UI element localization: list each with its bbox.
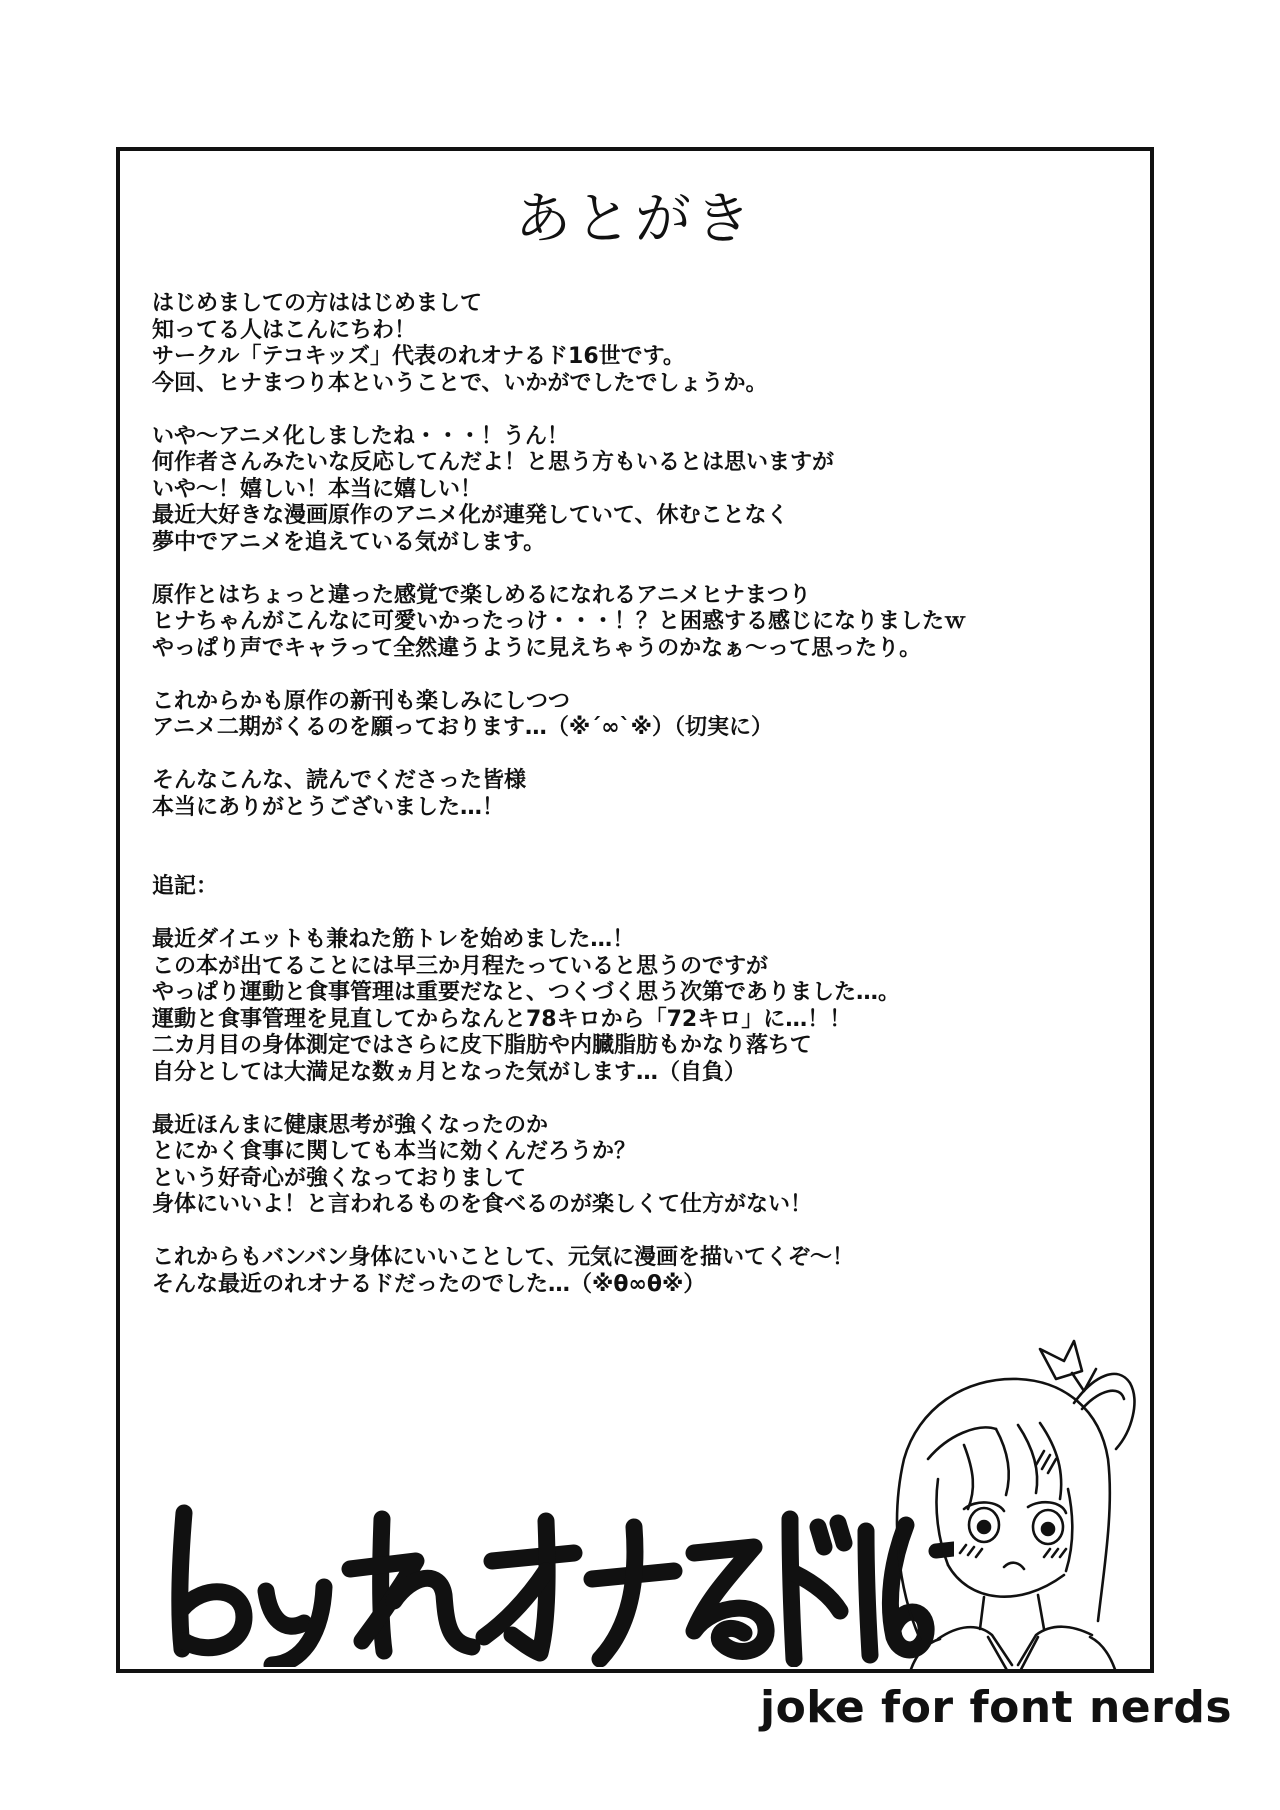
- text-line: これからかも原作の新刊も楽しみにしつつ: [152, 688, 571, 714]
- text-line: 最近ダイエットも兼ねた筋トレを始めました…！: [152, 927, 635, 952]
- text-line: 本当にありがとうございました…！: [152, 794, 505, 820]
- text-line: 最近大好きな漫画原作のアニメ化が連発していて、休むことなく: [152, 503, 789, 528]
- text-line: いや～！嬉しい！本当に嬉しい！: [152, 476, 483, 502]
- text-line: 何作者さんみたいな反応してんだよ！と思う方もいるとは思いますが: [152, 450, 835, 475]
- text-line: いや～アニメ化しましたね・・・！うん！: [152, 423, 569, 449]
- paragraph-thanks: [152, 768, 1132, 821]
- paragraph-diet: [152, 927, 1132, 1086]
- text-line: アニメ二期がくるのを願っております…（※´∞`※）（切実に）: [152, 715, 774, 740]
- text-line: はじめましての方ははじめまして: [152, 291, 483, 316]
- paragraph-greeting: [152, 291, 1132, 397]
- caption-text: joke for font nerds: [760, 1682, 1233, 1733]
- paragraph-anime-news: [152, 424, 1132, 557]
- afterword-title: あとがき: [515, 187, 755, 252]
- paragraph-closing: [152, 1245, 1132, 1298]
- text-line: やっぱり運動と食事管理は重要だなと、つくづく思う次第でありました…。: [152, 980, 901, 1005]
- text-line: 今回、ヒナまつり本ということで、いかがでしたでしょうか。: [152, 370, 768, 396]
- text-line: 原作とはちょっと違った感覚で楽しめるになれるアニメヒナまつり: [152, 582, 811, 608]
- text-line: とにかく食事に関しても本当に効くんだろうか？: [152, 1139, 637, 1164]
- paragraph-hopes: [152, 689, 1132, 742]
- text-line: ヒナちゃんがこんなに可愛いかったっけ・・・！？と困惑する感じになりましたｗ: [152, 609, 967, 634]
- character-illustration: [868, 1339, 1154, 1673]
- text-line: これからもバンバン身体にいいことして、元気に漫画を描いてくぞ～！: [152, 1245, 855, 1270]
- text-line: 二カ月目の身体測定ではさらに皮下脂肪や内臓脂肪もかなり落ちて: [152, 1033, 812, 1058]
- text-line: 最近ほんまに健康思考が強くなったのか: [152, 1112, 549, 1138]
- text-line: 夢中でアニメを追えている気がします。: [152, 529, 546, 555]
- afterword-body: [152, 291, 1132, 1325]
- text-line: 身体にいいよ！と言われるものを食べるのが楽しくて仕方がない！: [152, 1192, 813, 1217]
- paragraph-impressions: [152, 583, 1132, 663]
- paragraph-health: [152, 1113, 1132, 1219]
- text-line: 運動と食事管理を見直してからなんと78キロから「72キロ」に…！！: [152, 1006, 852, 1032]
- text-line: そんなこんな、読んでくださった皆様: [152, 768, 527, 793]
- text-line: 知ってる人はこんにちわ！: [152, 317, 417, 343]
- text-line: この本が出てることには早三か月程たっていると思うのですが: [152, 953, 769, 979]
- text-line: サークル「テコキッズ」代表のれオナるド16世です。: [152, 344, 685, 369]
- afterword-frame: [116, 147, 1154, 1673]
- text-line: 自分としては大満足な数ヵ月となった気がします…（自負）: [152, 1059, 747, 1085]
- text-line: 追記：: [152, 874, 219, 899]
- postscript-heading: [152, 874, 1132, 901]
- handwritten-signature: [154, 1491, 954, 1667]
- text-line: そんな最近のれオナるドだったのでした…（※θ∞θ※）: [152, 1271, 706, 1297]
- text-line: という好奇心が強くなっておりまして: [152, 1165, 527, 1191]
- text-line: やっぱり声でキャラって全然違うように見えちゃうのかなぁ～って思ったり。: [152, 635, 922, 661]
